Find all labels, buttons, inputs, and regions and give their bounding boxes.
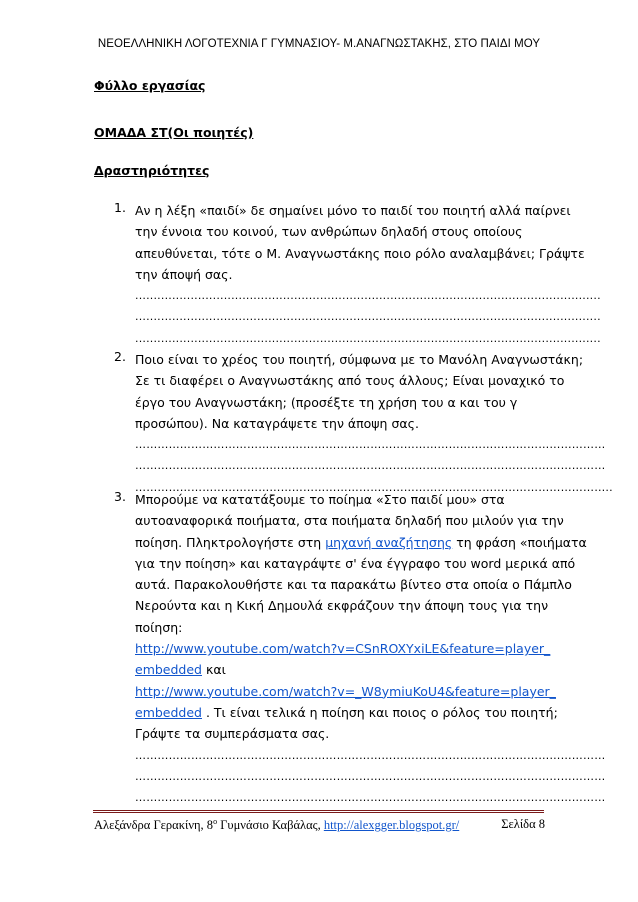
- blog-link[interactable]: http://alexgger.blogspot.gr/: [323, 818, 460, 833]
- footer-divider: [93, 810, 544, 811]
- footer-author: Αλεξάνδρα Γερακίνη, 8: [94, 818, 214, 833]
- item-text: . Τι είναι τελικά η ποίηση και ποιος ο ρόλος του ποιητή;: [202, 704, 558, 720]
- item-text-line: για την ποίηση» και καταγράψτε σ' ένα έγγραφο του word μερικά από: [135, 555, 576, 571]
- footer-school: Γυμνάσιο Καβάλας,: [217, 818, 324, 833]
- page-footer: [94, 817, 545, 833]
- answer-line[interactable]: ………………………………………………………………………………………………………………: [135, 791, 606, 805]
- answer-line[interactable]: ………………………………………………………………………………………………………………..: [135, 480, 613, 494]
- item-text-line: Γράψτε τα συμπεράσματα σας.: [135, 726, 330, 742]
- item-text-line: την έννοια του κοινού, των ανθρώπων δηλαδή στους οποίους: [135, 224, 523, 240]
- item-text-line: Αν η λέξη «παιδί» δε σημαίνει μόνο το παιδί του ποιητή αλλά παίρνει: [135, 203, 571, 218]
- group-title: ΟΜΑΔΑ ΣΤ(Οι ποιητές): [94, 125, 254, 140]
- answer-line[interactable]: ………………………………………………………………………………………………………………: [135, 438, 606, 452]
- activities-title: Δραστηριότητες: [94, 163, 210, 178]
- conjunction-text: και: [202, 662, 226, 678]
- item-text-line: απευθύνεται, τότε ο Μ. Αναγνωστάκης ποιο ρόλο αναλαμβάνει; Γράψτε: [135, 245, 585, 261]
- item-text-line: Νερούντα και η Κική Δημουλά εκφράζουν την άποψη τους για την: [135, 598, 549, 614]
- item-text-line: Μπορούμε να κατατάξουμε το ποίημα «Στο παιδί μου» στα: [135, 492, 505, 507]
- answer-line[interactable]: ………………………………………………………………………………………………………………: [135, 748, 606, 762]
- item-text-line: Ποιο είναι το χρέος του ποιητή, σύμφωνα με το Μανόλη Αναγνωστάκη;: [135, 352, 584, 367]
- search-engine-link[interactable]: μηχανή αναζήτησης: [325, 534, 453, 550]
- youtube-link-1-cont[interactable]: embedded: [135, 662, 202, 678]
- item-text-line: προσώπου). Να καταγράψετε την άποψη σας.: [135, 415, 419, 431]
- youtube-link-2-line1: [135, 681, 556, 702]
- youtube-link-2-cont[interactable]: embedded: [135, 704, 202, 720]
- youtube-link-1[interactable]: http://www.youtube.com/watch?v=CSnROXYxiLE&feature=player_: [135, 641, 551, 657]
- item-text-line: έργο του Αναγνωστάκη; (προσέξτε τη χρήση του α και του γ: [135, 394, 518, 410]
- item-text-line: ποίηση:: [135, 619, 183, 635]
- worksheet-title: Φύλλο εργασίας: [94, 78, 206, 93]
- page-header: ΝΕΟΕΛΛΗΝΙΚΗ ΛΟΓΟΤΕΧΝΙΑ Γ ΓΥΜΝΑΣΙΟΥ- Μ.ΑΝΑΓΝΩΣΤΑΚΗΣ, ΣΤΟ ΠΑΙΔΙ ΜΟΥ: [97, 38, 541, 50]
- item-text-line: Σε τι διαφέρει ο Αναγνωστάκης από τους άλλους; Είναι μοναχικό το: [135, 373, 565, 389]
- item-text-line: αυτά. Παρακολουθήστε και τα παρακάτω βίντεο στα οποία ο Πάμπλο: [135, 577, 572, 593]
- item-text: τη φράση «ποιήματα: [452, 534, 587, 550]
- footer-divider: [93, 812, 544, 813]
- item-text-line: αυτοαναφορικά ποιήματα, στα ποιήματα δηλαδή που μιλούν για την: [135, 513, 564, 529]
- answer-line[interactable]: ..............................................................................................................................: [135, 289, 601, 303]
- item-number: 1.: [114, 200, 126, 215]
- page-number: Σελίδα 8: [501, 817, 545, 831]
- footer-superscript: ο: [213, 817, 218, 826]
- youtube-link-1-line2: [135, 659, 546, 680]
- item-text-line: [135, 532, 587, 553]
- item-number: 3.: [114, 489, 126, 504]
- answer-line[interactable]: ………………………………………………………………………………………………………………: [135, 459, 606, 473]
- answer-line[interactable]: ..............................................................................................................................: [135, 331, 601, 345]
- youtube-link-2-line2: [135, 702, 558, 723]
- answer-line[interactable]: ………………………………………………………………………………………………………………: [135, 769, 606, 783]
- youtube-link-2[interactable]: http://www.youtube.com/watch?v=_W8ymiuKoU4&feature=player_: [135, 683, 556, 699]
- item-text-line: την άποψή σας.: [135, 266, 233, 282]
- item-text: ποίηση. Πληκτρολογήστε στη: [135, 534, 326, 550]
- answer-line[interactable]: ..............................................................................................................................: [135, 310, 601, 324]
- youtube-link-1-line1: [135, 638, 551, 659]
- item-number: 2.: [114, 349, 126, 364]
